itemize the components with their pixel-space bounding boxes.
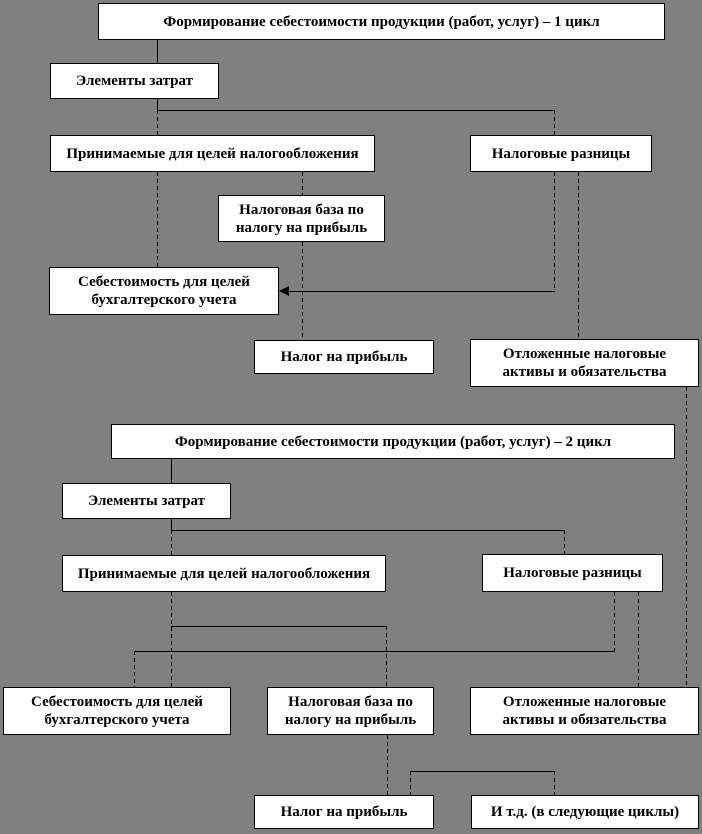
connector-c2-into-cost-dashed [134,651,135,687]
connector-c1-title-to-elements [157,40,158,63]
connector-c2-to-differences-dashed [564,530,565,554]
node-cycle1-tax-differences: Налоговые разницы [470,135,652,172]
connector-c2-differences-to-cost-line [134,651,615,652]
node-cycle1-accepted-for-tax: Принимаемые для целей налогообложения [50,135,375,172]
connector-c1-to-accepted-dashed [157,110,158,135]
node-cycle2-tax-base: Налоговая база по налогу на прибыль [267,687,434,735]
node-cycle2-accounting-cost: Себестоимость для целей бухгалтерского учета [3,687,231,735]
connector-c2-base-to-incometax-dashed [387,735,388,795]
node-cycle1-deferred: Отложенные налоговые активы и обязательства [470,339,699,387]
connector-c2-elements-branch [171,530,564,531]
connector-c1-differences-down-dashed [554,172,555,291]
node-cycle1-income-tax: Налог на прибыль [254,340,434,374]
connector-c2-accepted-branch [171,626,386,627]
node-cycle2-accepted-for-tax: Принимаемые для целей налогообложения [62,555,386,592]
node-cycle1-title: Формирование себестоимости продукции (работ, услуг) – 1 цикл [98,3,665,40]
node-cycle1-accounting-cost: Себестоимость для целей бухгалтерского учета [49,267,279,315]
connector-c1-elements-branch [157,110,554,111]
connector-c2-title-to-elements [171,459,172,483]
connector-c1-to-deferred-dashed [578,172,579,339]
connector-c1-to-differences-dashed [554,110,555,135]
node-cycle2-income-tax: Налог на прибыль [254,795,434,829]
node-cycle2-deferred: Отложенные налоговые активы и обязательства [470,687,699,735]
node-cycle2-cost-elements: Элементы затрат [62,483,231,519]
connector-c1-accepted-to-base-dashed [302,172,303,195]
connector-c2-differences-down-dashed [614,592,615,651]
connector-c2-bracket-to-etc-dashed [554,771,555,795]
connector-c2-accepted-to-cost-dashed [171,592,172,687]
node-cycle1-cost-elements: Элементы затрат [50,63,219,99]
node-cycle2-title: Формирование себестоимости продукции (работ, услуг) – 2 цикл [111,424,675,459]
arrowhead-left-icon [279,286,289,296]
connector-c1-elements-stub [157,99,158,110]
connector-c2-to-base-dashed [386,626,387,687]
connector-deferred1-to-deferred2-dashed [686,387,687,687]
node-cycle1-tax-base: Налоговая база по налогу на прибыль [218,195,385,242]
connector-c2-bottom-bracket [410,771,555,772]
connector-c1-arrow-line [289,291,555,292]
connector-c2-to-accepted-dashed [171,530,172,555]
connector-c2-to-deferred-dashed [638,592,639,687]
node-cycle2-etc: И т.д. (в следующие циклы) [471,795,699,829]
node-cycle2-tax-differences: Налоговые разницы [482,554,663,592]
connector-c2-bracket-to-incometax-dashed [410,771,411,795]
connector-c1-accepted-to-cost-dashed [157,172,158,267]
connector-c2-elements-stub [171,519,172,530]
